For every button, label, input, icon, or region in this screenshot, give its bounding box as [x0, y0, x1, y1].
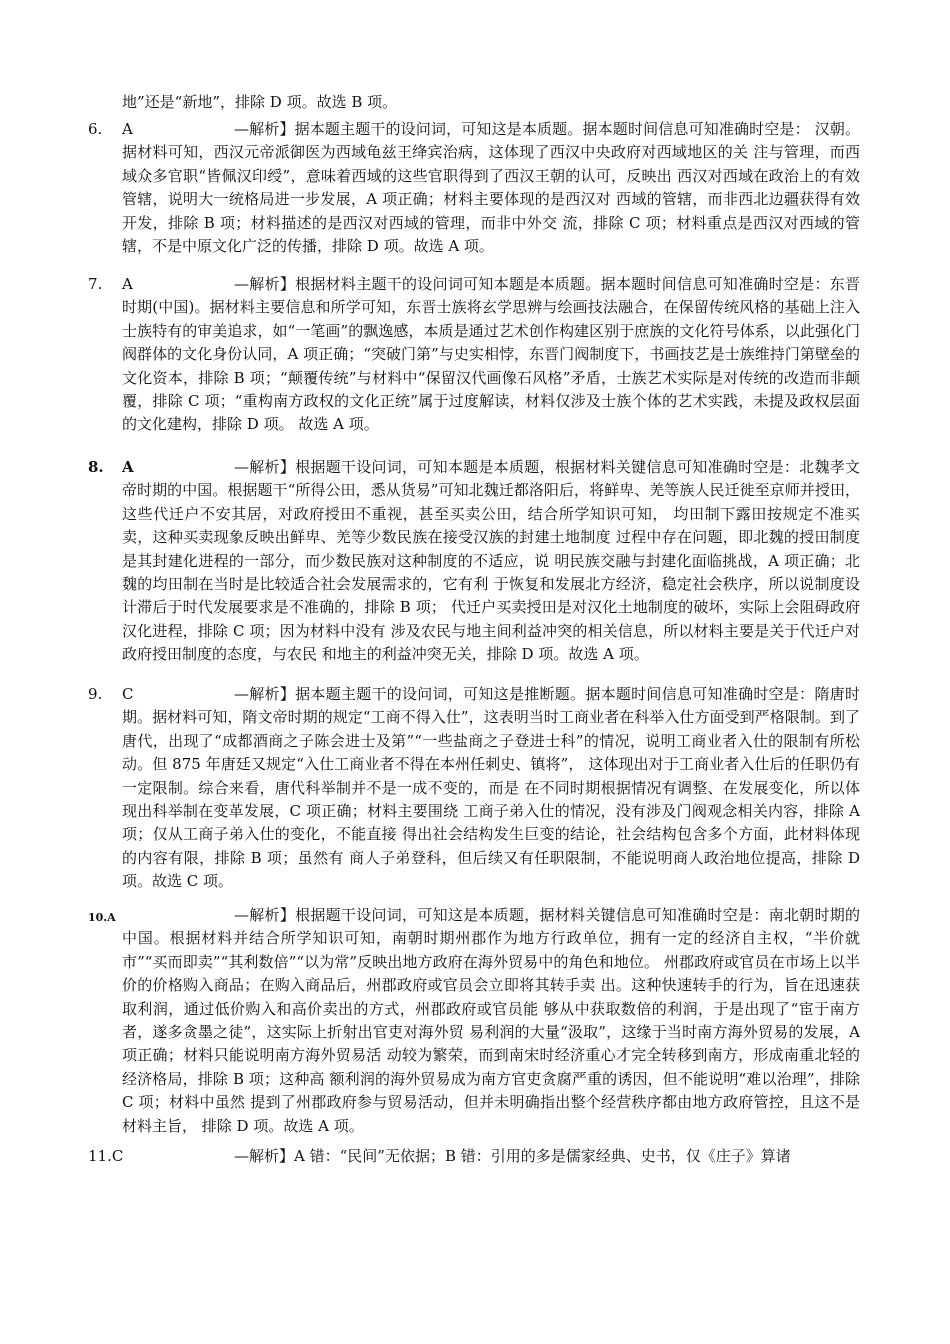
- item-answer: A: [122, 275, 133, 293]
- item-explanation: —解析】A 错：“民间”无依据；B 错：引用的多是儒家经典、史书，仅《庄子》算诸: [234, 1147, 791, 1165]
- item-answer: A: [122, 120, 133, 138]
- item-number: 6.: [88, 120, 103, 138]
- item-number: 8.: [88, 458, 104, 476]
- answer-item-8: [88, 456, 860, 667]
- item-explanation: —解析】据本题主题干的设问词，可知这是本质题。据本题时间信息可知准确时空是： 汉朝。据材料可知，西汉元帝派御医为西域龟兹王绛宾治病，这体现了西汉中央政府对西域地区的关 注与管理，而西域众多官职“皆佩汉印绶”，意味着西域的这些官职得到了西汉王朝的认可，反映出 西汉对西域在政治上的有效管辖，说明大一统格局进一步发展，A 项正确；材料主要体现的是西汉对 西域的管辖，而非西北边疆获得有效开发，排除 B 项；材料描述的是西汉对西域的管理，而非中外交 流，排除 C 项；材料重点是西汉对西域的管辖，不是中原文化广泛的传播，排除 D 项。故选 A 项。: [122, 120, 860, 256]
- answer-item-7: [88, 273, 860, 437]
- item-explanation: —解析】根据题干设问词，可知这是本质题，据材料关键信息可知准确时空是：南北朝时期的中国。根据材料并结合所学知识可知，南朝时期州郡作为地方行政单位，拥有一定的经济自主权，“半价就市”“买而即卖”“其利数倍”“以为常”反映出地方政府在海外贸易中的角色和地位。 州郡政府或官员在市场上以半价的价格购入商品；在购入商品后，州郡政府或官员会立即将其转手卖 出。这种快速转手的行为，旨在迅速获取利润，通过低价购入和高价卖出的方式，州郡政府或官员能 够从中获取数倍的利润，于是出现了“宦于南方者，遂多贪墨之徒”，这实际上折射出官吏对海外贸 易利润的大量“汲取”，这缘于当时南方海外贸易的发展，A 项正确；材料只能说明南方海外贸易活 动较为繁荣，而到南宋时经济重心才完全转移到南方，形成南重北轻的经济格局，排除 B 项；这种高 额利润的海外贸易成为南方官吏贪腐严重的诱因，但不能说明“难以治理”，排除 C 项；材料中虽然 提到了州郡政府参与贸易活动，但并未明确指出整个经营秩序都由地方政府管控，且这不是材料主旨， 排除 D 项。故选 A 项。: [122, 906, 860, 1135]
- answer-item-11: [88, 1145, 860, 1168]
- item-answer: C: [122, 685, 134, 703]
- answer-item-9: [88, 683, 860, 894]
- answer-item-10: [88, 904, 860, 1138]
- item-explanation: —解析】根据材料主题干的设问词可知本题是本质题。据本题时间信息可知准确时空是：东晋时期(中国)。据材料主要信息和所学可知，东晋士族将玄学思辨与绘画技法融合，在保留传统风格的基础上注入士族特有的审美追求，如“一笔画”的飘逸感，本质是通过艺术创作构建区别于庶族的文化符号体系，以此强化门阀群体的文化身份认同，A 项正确；“突破门第”与史实相悖，东晋门阀制度下，书画技艺是士族维持门第壁垒的文化资本，排除 B 项；“颠覆传统”与材料中“保留汉代画像石风格”矛盾，士族艺术实际是对传统的改造而非颠覆，排除 C 项；“重构南方政权的文化正统”属于过度解读，材料仅涉及士族个体的艺术实践，未提及政权层面的文化建构，排除 D 项。 故选 A 项。: [122, 275, 860, 434]
- item-number: 7.: [88, 275, 103, 293]
- answer-item-6: [88, 118, 860, 258]
- item-number: 11.C: [88, 1147, 124, 1165]
- item-number: 10.A: [88, 911, 116, 924]
- item-explanation: —解析】根据题干设问词，可知本题是本质题，根据材料关键信息可知准确时空是：北魏孝文帝时期的中国。根据题干“所得公田，悉从货易”可知北魏迁都洛阳后，将鲜卑、羌等族人民迁徙至京师并授田，这些代迁户不安其居，对政府授田不重视，甚至买卖公田，结合所学知识可知， 均田制下露田按规定不准买卖，这种买卖现象反映出鲜卑、羌等少数民族在接受汉族的封建土地制度 过程中存在问题，即北魏的授田制度是其封建化进程的一部分，而少数民族对这种制度的不适应，说 明民族交融与封建化面临挑战，A 项正确；北魏的均田制在当时是比较适合社会发展需求的，它有利 于恢复和发展北方经济，稳定社会秩序，所以说制度设计滞后于时代发展要求是不准确的，排除 B 项； 代迁户买卖授田是对汉化土地制度的破坏，实际上会阻碍政府汉化进程，排除 C 项；因为材料中没有 涉及农民与地主间利益冲突的相关信息，所以材料主要是关于代迁户对政府授田制度的态度，与农民 和地主的利益冲突无关，排除 D 项。故选 A 项。: [122, 458, 860, 664]
- item-number: 9.: [88, 685, 103, 703]
- item-answer: A: [122, 458, 134, 476]
- item-explanation: —解析】据本题主题干的设问词，可知这是推断题。据本题时间信息可知准确时空是：隋唐时期。据材料可知，隋文帝时期的规定“工商不得入仕”，这表明当时工商业者在科举入仕方面受到严格限制。到了唐代，出现了“成都酒商之子陈会进士及第”“一些盐商之子登进士科”的情况，说明工商业者入仕的限制有所松动。但 875 年唐廷又规定“入仕工商业者不得在本州任刺史、镇将”， 这体现出对于工商业者入仕后的任职仍有一定限制。综合来看，唐代科举制并不是一成不变的，而是 在不同时期根据情况有调整、在发展变化，所以体现出科举制在变革发展，C 项正确；材料主要围绕 工商子弟入仕的情况，没有涉及门阀观念相关内容，排除 A 项；仅从工商子弟入仕的变化，不能直接 得出社会结构发生巨变的结论，社会结构包含多个方面，此材料体现的内容有限，排除 B 项；虽然有 商人子弟登科，但后续又有任职限制，不能说明商人政治地位提高，排除 D 项。故选 C 项。: [122, 685, 860, 891]
- intro-line: 地”还是“新地”，排除 D 项。故选 B 项。: [122, 93, 398, 111]
